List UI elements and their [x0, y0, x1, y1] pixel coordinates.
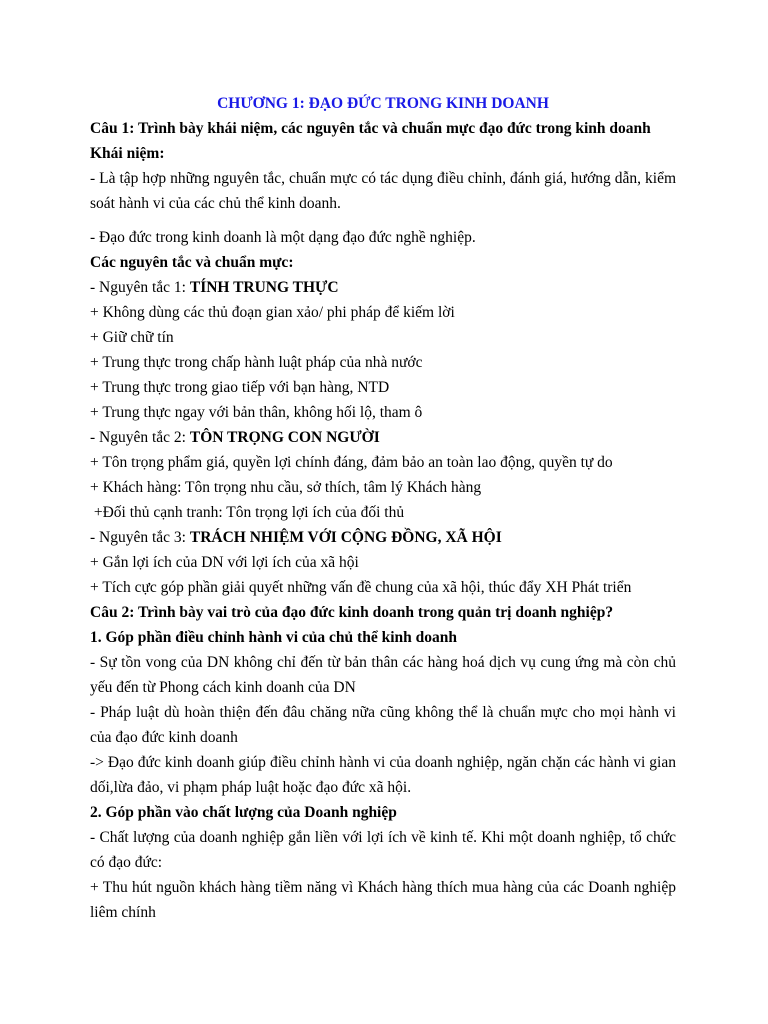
document-page	[90, 91, 676, 925]
principle-3-item: + Gắn lợi ích của DN với lợi ích của xã hội	[90, 554, 359, 571]
section-1-heading: 1. Góp phần điều chỉnh hành vi của chủ thể kinh doanh	[90, 629, 457, 646]
principle-2-prefix: - Nguyên tắc 2:	[90, 429, 190, 446]
section-1-paragraph-1: - Sự tồn vong của DN không chỉ đến từ bản thân các hàng hoá dịch vụ cung ứng mà còn chủ yếu đến từ Phong cách kinh doanh của DN	[90, 654, 676, 696]
principle-1-item: + Không dùng các thủ đoạn gian xảo/ phi pháp để kiếm lời	[90, 304, 455, 321]
principle-3	[90, 525, 676, 550]
chapter-title: CHƯƠNG 1: ĐẠO ĐỨC TRONG KINH DOANH	[217, 95, 549, 112]
principle-1-prefix: - Nguyên tắc 1:	[90, 279, 190, 296]
section-2-heading: 2. Góp phần vào chất lượng của Doanh nghiệp	[90, 804, 397, 821]
principle-1-item: + Trung thực trong chấp hành luật pháp của nhà nước	[90, 354, 423, 371]
concept-paragraph-2: - Đạo đức trong kinh doanh là một dạng đạo đức nghề nghiệp.	[90, 229, 476, 246]
section-2-paragraph-1: - Chất lượng của doanh nghiệp gắn liền với lợi ích về kinh tế. Khi một doanh nghiệp, tổ chức có đạo đức:	[90, 829, 676, 871]
principle-2-item: + Tôn trọng phẩm giá, quyền lợi chính đáng, đảm bảo an toàn lao động, quyền tự do	[90, 454, 613, 471]
principle-3-prefix: - Nguyên tắc 3:	[90, 529, 190, 546]
section-1-paragraph-2: - Pháp luật dù hoàn thiện đến đâu chăng nữa cũng không thể là chuẩn mực cho mọi hành vi của đạo đức kinh doanh	[90, 704, 676, 746]
principle-2-item: + Khách hàng: Tôn trọng nhu cầu, sở thích, tâm lý Khách hàng	[90, 479, 482, 496]
principle-1-item: + Giữ chữ tín	[90, 329, 174, 346]
principle-1	[90, 275, 676, 300]
question-1: Câu 1: Trình bày khái niệm, các nguyên tắc và chuẩn mực đạo đức trong kinh doanh	[90, 120, 651, 137]
principle-3-name: TRÁCH NHIỆM VỚI CỘNG ĐỒNG, XÃ HỘI	[189, 529, 502, 546]
principle-2	[90, 425, 676, 450]
section-2-paragraph-2: + Thu hút nguồn khách hàng tiềm năng vì Khách hàng thích mua hàng của các Doanh nghiệp liêm chính	[90, 879, 676, 921]
principle-1-name: TÍNH TRUNG THỰC	[189, 279, 339, 296]
question-2: Câu 2: Trình bày vai trò của đạo đức kinh doanh trong quản trị doanh nghiệp?	[90, 604, 614, 621]
principle-2-name: TÔN TRỌNG CON NGƯỜI	[189, 429, 380, 446]
principle-3-item: + Tích cực góp phần giải quyết những vấn đề chung của xã hội, thúc đẩy XH Phát triển	[90, 579, 632, 596]
section-1-paragraph-3: -> Đạo đức kinh doanh giúp điều chỉnh hành vi của doanh nghiệp, ngăn chặn các hành vi gian dối,lừa đảo, vi phạm pháp luật hoặc đạo đức xã hội.	[90, 754, 676, 796]
principle-1-item: + Trung thực ngay với bản thân, không hối lộ, tham ô	[90, 404, 423, 421]
concept-paragraph-1: - Là tập hợp những nguyên tắc, chuẩn mực có tác dụng điều chỉnh, đánh giá, hướng dẫn, kiểm soát hành vi của các chủ thể kinh doanh.	[90, 170, 676, 212]
concept-heading: Khái niệm:	[90, 145, 165, 162]
principles-heading: Các nguyên tắc và chuẩn mực:	[90, 254, 294, 271]
principle-1-item: + Trung thực trong giao tiếp với bạn hàng, NTD	[90, 379, 390, 396]
principle-2-item: +Đối thủ cạnh tranh: Tôn trọng lợi ích của đối thủ	[90, 504, 405, 521]
